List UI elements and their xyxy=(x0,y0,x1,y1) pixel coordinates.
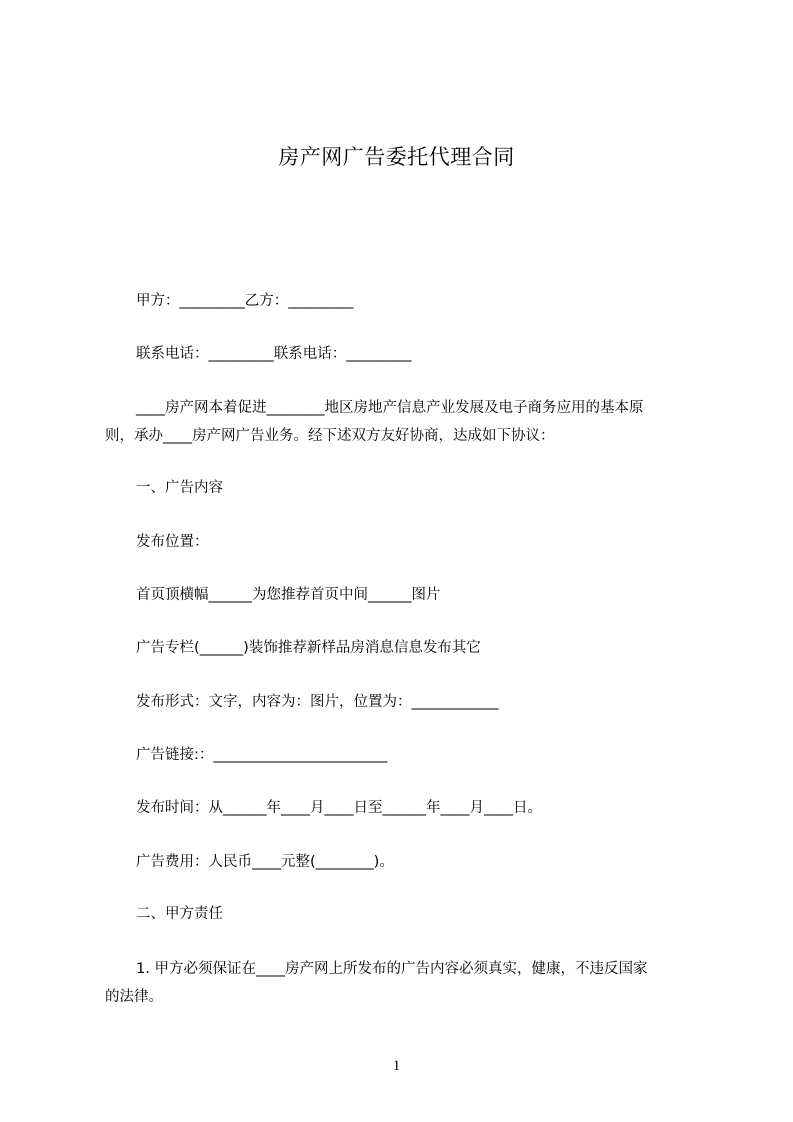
ad-fee-line: 广告费用：人民币____元整(________)。 xyxy=(136,854,394,870)
publish-form-line: 发布形式：文字，内容为：图片，位置为：____________ xyxy=(136,694,499,710)
intro-paragraph-line-1: ____房产网本着促进________地区房地产信息产业发展及电子商务应用的基本原 xyxy=(136,400,644,416)
phones-line: 联系电话：_________联系电话：_________ xyxy=(136,346,412,362)
document-title: 房产网广告委托代理合同 xyxy=(278,145,515,169)
section-heading-ad-content: 一、广告内容 xyxy=(136,480,223,496)
page-number: 1 xyxy=(392,1058,401,1074)
publish-time-line: 发布时间：从______年____月____日至______年____月____日。 xyxy=(136,800,542,816)
ad-column-line: 广告专栏(______)装饰推荐新样品房消息信息发布其它 xyxy=(136,640,481,656)
clause-1-line-1: 1. 甲方必须保证在____房产网上所发布的广告内容必须真实，健康，不违反国家 xyxy=(136,961,648,977)
clause-1-line-2: 的法律。 xyxy=(105,989,163,1005)
intro-paragraph-line-2: 则，承办____房产网广告业务。经下述双方友好协商，达成如下协议： xyxy=(105,428,555,444)
parties-line: 甲方：_________乙方：_________ xyxy=(136,293,354,309)
publish-position-label: 发布位置： xyxy=(136,534,209,550)
homepage-banner-line: 首页顶横幅______为您推荐首页中间______图片 xyxy=(136,587,441,603)
section-heading-party-a: 二、甲方责任 xyxy=(136,906,223,922)
ad-link-line: 广告链接:：________________________ xyxy=(136,747,388,763)
